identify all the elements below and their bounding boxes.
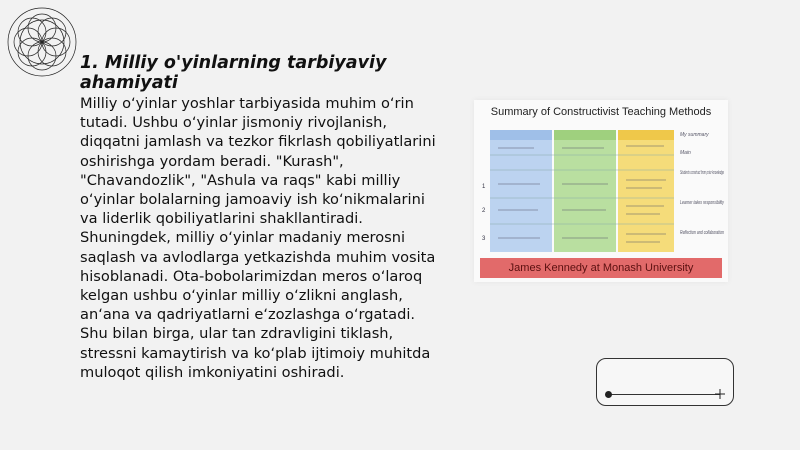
plus-icon[interactable] bbox=[714, 388, 726, 400]
slider-handle[interactable] bbox=[605, 391, 612, 398]
side-note: Learner takes responsibility bbox=[680, 200, 725, 206]
media-slider-control[interactable] bbox=[596, 358, 734, 406]
summary-table-graphic bbox=[474, 100, 728, 282]
side-note: My summary bbox=[680, 132, 709, 138]
slide-body-text: Milliy o‘yinlar yoshlar tarbiyasida muhim o‘rin tutadi. Ushbu o‘yinlar jismoniy rivojlanish, diqqatni jamlash va tezkor fikrlash qobiliyatlarini oshirishga yordam beradi. "Kurash", "Chavandozlik", "Ashula va raqs" kabi milliy o‘yinlar bolalarning jamoaviy ish ko‘nikmalarini va liderlik qobiliyatlarini shakllantiradi. Shuningdek, milliy o‘yinlar madaniy merosni saqlash va avlodlarga yetkazishda muhim vosita hisoblanadi. Ota-bobolarimizdan meros o‘laroq kelgan ushbu o‘yinlar milliy o‘zlikni anglash, an‘ana va qadriyatlarni e‘zozlashga o‘rgatadi. Shu bilan birga, ular tan zdravligini tiklash, stressni kamaytirish va ko‘plab ijtimoiy muhitda muloqot qilish imkoniyatini oshiradi. bbox=[80, 95, 436, 381]
slide-title: 1. Milliy o'yinlarning tarbiyaviy ahamiyati bbox=[80, 53, 387, 93]
constructivist-summary-image bbox=[474, 100, 728, 282]
image-footer-caption: James Kennedy at Monash University bbox=[480, 258, 722, 278]
image-title: Summary of Constructivist Teaching Methods bbox=[490, 106, 712, 118]
row-number: 3 bbox=[482, 236, 486, 242]
side-note: Reflection and collaboration bbox=[680, 230, 725, 236]
row-number: 2 bbox=[482, 208, 486, 214]
decorative-circle-pattern-icon bbox=[4, 4, 80, 80]
side-note: Main bbox=[680, 150, 691, 156]
row-number: 1 bbox=[482, 184, 486, 190]
slider-track[interactable] bbox=[608, 394, 720, 395]
side-note: Students construct from prior knowledge bbox=[680, 170, 725, 176]
